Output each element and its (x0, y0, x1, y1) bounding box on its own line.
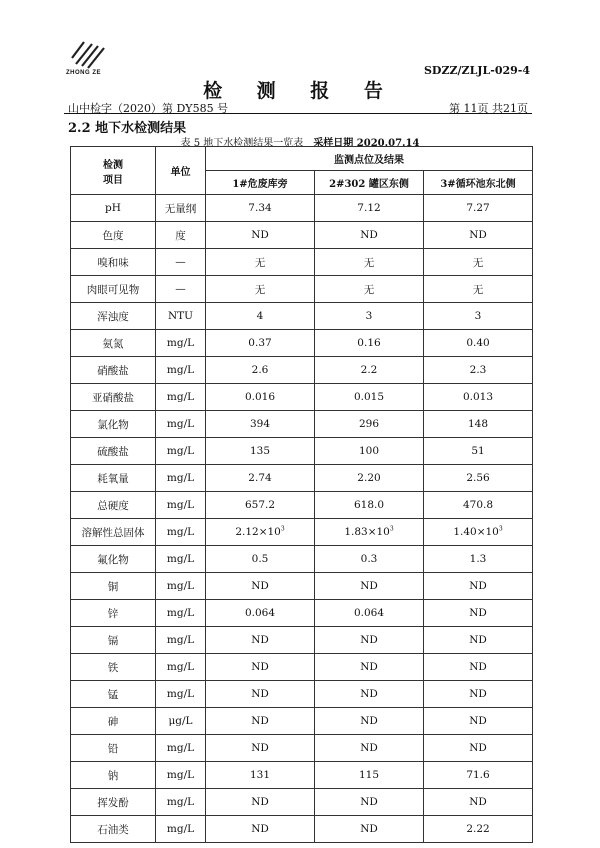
unit-cell (156, 573, 206, 600)
site-header: 2#302 罐区东侧 (315, 171, 424, 195)
value-cell (315, 465, 424, 492)
table-row (71, 681, 533, 708)
value-cell-text: 2.74 (248, 472, 272, 484)
value-cell-text: ND (360, 229, 378, 241)
item-cell (71, 330, 156, 357)
item-cell (71, 249, 156, 276)
item-cell-text: 锰 (107, 688, 119, 701)
value-cell (315, 249, 424, 276)
item-cell-text: 氯化物 (97, 418, 129, 431)
value-cell-text: ND (251, 715, 269, 727)
item-cell-text: 总硬度 (97, 499, 129, 512)
value-cell-text: 3 (365, 310, 373, 322)
item-cell (71, 222, 156, 249)
item-header (71, 147, 156, 195)
value-cell-text: 657.2 (244, 499, 276, 511)
unit-cell (156, 654, 206, 681)
value-cell-text: 148 (467, 418, 489, 430)
table-row (71, 654, 533, 681)
value-cell-text: 7.27 (466, 202, 490, 214)
table-label: 表 5 地下水检测结果一览表 (180, 138, 304, 149)
value-cell (206, 816, 315, 843)
value-cell-text: 7.34 (248, 202, 272, 214)
unit-header: 单位 (156, 147, 206, 195)
item-cell (71, 600, 156, 627)
item-cell-text: 嗅和味 (97, 256, 129, 269)
sampling-date: 采样日期 2020.07.14 (313, 138, 420, 149)
value-cell-text: 无 (363, 256, 375, 269)
unit-cell-text: mg/L (166, 688, 195, 700)
value-cell-text: ND (469, 796, 487, 808)
item-cell (71, 681, 156, 708)
value-cell (315, 654, 424, 681)
item-cell-text: 砷 (107, 715, 119, 728)
item-header-line1: 检测 (103, 159, 123, 171)
value-cell-text: ND (251, 688, 269, 700)
value-cell-text: 0.064 (244, 607, 276, 619)
item-cell (71, 465, 156, 492)
unit-cell-text: mg/L (166, 769, 195, 781)
table-row (71, 411, 533, 438)
header-divider (64, 113, 532, 114)
value-cell-text: ND (360, 580, 378, 592)
value-cell-text: 无 (472, 256, 484, 269)
value-cell-text: ND (469, 634, 487, 646)
unit-cell (156, 546, 206, 573)
value-cell (424, 276, 533, 303)
value-cell-text: 115 (358, 769, 380, 781)
value-cell-text: ND (469, 715, 487, 727)
unit-cell-text: mg/L (166, 445, 195, 457)
value-cell (315, 384, 424, 411)
value-cell (206, 411, 315, 438)
value-cell (424, 519, 533, 546)
item-cell-text: 硝酸盐 (97, 364, 129, 377)
page-number: 第 11页 共21页 (449, 102, 528, 115)
table-row (71, 600, 533, 627)
value-cell (424, 573, 533, 600)
item-cell-text: 氨氮 (102, 337, 124, 350)
group-header: 监测点位及结果 (206, 147, 533, 171)
unit-cell (156, 627, 206, 654)
value-cell-text: 2.20 (357, 472, 381, 484)
value-cell-text: 0.3 (360, 553, 378, 565)
value-cell (424, 816, 533, 843)
unit-cell-text: mg/L (166, 418, 195, 430)
value-cell (315, 627, 424, 654)
unit-cell (156, 789, 206, 816)
table-row (71, 438, 533, 465)
value-cell-text: 无 (254, 256, 266, 269)
item-cell-text: 耗氧量 (97, 472, 129, 485)
table-row (71, 492, 533, 519)
value-cell-text: ND (360, 796, 378, 808)
item-cell (71, 276, 156, 303)
value-cell-text: 2.56 (466, 472, 490, 484)
unit-cell (156, 222, 206, 249)
value-cell-text: 无 (254, 283, 266, 296)
unit-cell (156, 384, 206, 411)
value-cell (424, 492, 533, 519)
table-row (71, 762, 533, 789)
item-cell (71, 654, 156, 681)
value-cell (206, 762, 315, 789)
value-cell-text: ND (360, 688, 378, 700)
unit-cell (156, 735, 206, 762)
value-cell (206, 600, 315, 627)
value-cell (315, 492, 424, 519)
value-cell (315, 762, 424, 789)
table-body (71, 195, 533, 843)
value-cell-text: ND (469, 742, 487, 754)
value-cell-text: 2.12×10 (235, 526, 281, 538)
value-cell (424, 627, 533, 654)
value-cell-text: 1.3 (469, 553, 487, 565)
value-cell-text: 0.064 (353, 607, 385, 619)
value-cell (424, 762, 533, 789)
value-cell (206, 222, 315, 249)
item-cell (71, 762, 156, 789)
value-cell-text: ND (251, 634, 269, 646)
value-cell-text: ND (251, 580, 269, 592)
value-cell (424, 303, 533, 330)
value-cell (424, 546, 533, 573)
report-title: 检 测 报 告 (203, 80, 397, 102)
value-cell (424, 654, 533, 681)
unit-cell-text: — (175, 256, 186, 268)
unit-cell-text: — (175, 283, 186, 295)
value-cell (315, 330, 424, 357)
value-cell-text: ND (251, 742, 269, 754)
value-cell (315, 411, 424, 438)
unit-cell (156, 276, 206, 303)
item-cell-text: 铅 (107, 742, 119, 755)
item-cell (71, 411, 156, 438)
item-cell-text: 镉 (107, 634, 119, 647)
unit-cell-text: μg/L (168, 715, 193, 727)
value-cell (315, 195, 424, 222)
unit-cell (156, 195, 206, 222)
value-cell (315, 573, 424, 600)
value-cell (424, 465, 533, 492)
unit-cell (156, 708, 206, 735)
value-cell-text: 2.6 (251, 364, 269, 376)
value-cell-text: 131 (249, 769, 271, 781)
table-row (71, 789, 533, 816)
section-title: 2.2 地下水检测结果 (68, 121, 187, 136)
value-cell-text: 51 (471, 445, 485, 457)
unit-cell-text: mg/L (166, 796, 195, 808)
value-cell (315, 519, 424, 546)
value-cell (315, 735, 424, 762)
table-row (71, 384, 533, 411)
value-cell-text: 135 (249, 445, 271, 457)
item-cell-text: 溶解性总固体 (81, 526, 145, 539)
value-cell (424, 789, 533, 816)
value-cell-text: ND (360, 715, 378, 727)
value-cell-text: ND (251, 823, 269, 835)
value-cell (424, 735, 533, 762)
value-cell-text: ND (469, 688, 487, 700)
value-cell-text: 71.6 (466, 769, 490, 781)
value-cell (206, 195, 315, 222)
unit-cell-text: 度 (175, 229, 186, 242)
unit-cell-text: mg/L (166, 337, 195, 349)
item-cell (71, 195, 156, 222)
value-cell-text: 394 (249, 418, 271, 430)
value-cell (206, 627, 315, 654)
item-cell-text: pH (105, 202, 121, 214)
value-cell-text: 7.12 (357, 202, 381, 214)
unit-cell-text: mg/L (166, 472, 195, 484)
item-cell-text: 锌 (107, 607, 119, 620)
unit-cell (156, 492, 206, 519)
item-header-line2: 项目 (103, 174, 123, 186)
unit-cell (156, 411, 206, 438)
unit-cell-text: mg/L (166, 661, 195, 673)
value-cell (315, 546, 424, 573)
table-row (71, 276, 533, 303)
value-cell-text: 4 (256, 310, 264, 322)
value-cell-text: 0.016 (244, 391, 276, 403)
table-row (71, 465, 533, 492)
site-header: 3#循环池东北侧 (424, 171, 533, 195)
report-reference: 山中检字（2020）第 DY585 号 (68, 102, 229, 115)
value-cell-text: ND (251, 796, 269, 808)
value-cell-text: 2.22 (466, 823, 490, 835)
item-cell-text: 铜 (107, 580, 119, 593)
unit-cell (156, 600, 206, 627)
value-cell (315, 438, 424, 465)
value-cell-text: ND (360, 823, 378, 835)
value-cell (206, 357, 315, 384)
value-cell-text: ND (251, 661, 269, 673)
value-cell-text: 0.5 (251, 553, 269, 565)
value-cell-text: 470.8 (462, 499, 494, 511)
unit-cell-text: mg/L (166, 580, 195, 592)
value-cell-text: ND (469, 661, 487, 673)
value-cell (206, 438, 315, 465)
item-cell-text: 石油类 (97, 823, 129, 836)
value-cell (315, 816, 424, 843)
value-cell (206, 330, 315, 357)
value-cell (206, 708, 315, 735)
value-cell-text: ND (360, 661, 378, 673)
item-cell-text: 挥发酚 (97, 796, 129, 809)
value-cell-text: 0.013 (462, 391, 494, 403)
value-cell (206, 492, 315, 519)
table-row (71, 627, 533, 654)
unit-cell-text: NTU (167, 310, 194, 322)
table-row (71, 735, 533, 762)
value-cell (315, 276, 424, 303)
unit-cell (156, 465, 206, 492)
unit-cell-text: mg/L (166, 499, 195, 511)
unit-cell (156, 519, 206, 546)
value-cell (315, 357, 424, 384)
item-cell-text: 氟化物 (97, 553, 129, 566)
value-cell-text: ND (469, 229, 487, 241)
unit-cell-text: mg/L (166, 742, 195, 754)
item-cell (71, 519, 156, 546)
value-cell (206, 681, 315, 708)
item-cell-text: 钠 (107, 769, 119, 782)
item-cell (71, 627, 156, 654)
unit-cell (156, 303, 206, 330)
table-row (71, 573, 533, 600)
value-cell (206, 789, 315, 816)
table-row (71, 708, 533, 735)
item-cell-text: 肉眼可见物 (86, 283, 140, 296)
unit-cell-text: mg/L (166, 391, 195, 403)
table-row (71, 546, 533, 573)
value-cell-text: 0.37 (248, 337, 272, 349)
item-cell-text: 亚硝酸盐 (92, 391, 134, 404)
item-cell (71, 708, 156, 735)
unit-cell (156, 330, 206, 357)
table-row (71, 330, 533, 357)
value-cell (206, 519, 315, 546)
value-cell (206, 303, 315, 330)
value-cell-text: 100 (358, 445, 380, 457)
value-cell-exponent: 3 (498, 525, 503, 533)
value-cell (424, 330, 533, 357)
table-row (71, 195, 533, 222)
item-cell (71, 816, 156, 843)
item-cell (71, 492, 156, 519)
item-cell (71, 789, 156, 816)
value-cell-text: 3 (474, 310, 482, 322)
unit-cell-text: mg/L (166, 526, 195, 538)
value-cell-text: 无 (363, 283, 375, 296)
value-cell (206, 735, 315, 762)
value-cell-text: 0.015 (353, 391, 385, 403)
value-cell-exponent: 3 (280, 525, 285, 533)
value-cell-text: 2.3 (469, 364, 487, 376)
unit-cell (156, 762, 206, 789)
item-cell (71, 546, 156, 573)
value-cell-exponent: 3 (389, 525, 394, 533)
value-cell-text: 1.40×10 (453, 526, 499, 538)
item-cell (71, 438, 156, 465)
value-cell (424, 222, 533, 249)
value-cell (206, 573, 315, 600)
unit-cell-text: mg/L (166, 823, 195, 835)
site-header: 1#危废库旁 (206, 171, 315, 195)
item-cell (71, 573, 156, 600)
unit-cell (156, 249, 206, 276)
item-cell-text: 铁 (107, 661, 119, 674)
logo-text: ZHONG ZE (66, 70, 101, 76)
value-cell (424, 411, 533, 438)
value-cell (424, 357, 533, 384)
unit-cell-text: 无量纲 (164, 202, 197, 215)
unit-cell-text: mg/L (166, 553, 195, 565)
value-cell (315, 303, 424, 330)
groundwater-results-table (70, 146, 533, 843)
item-cell-text: 浑浊度 (97, 310, 129, 323)
value-cell (424, 438, 533, 465)
unit-cell (156, 438, 206, 465)
unit-cell-text: mg/L (166, 607, 195, 619)
item-cell (71, 384, 156, 411)
value-cell (424, 708, 533, 735)
document-code: SDZZ/ZLJL-029-4 (423, 64, 530, 77)
item-cell-text: 硫酸盐 (97, 445, 129, 458)
value-cell (206, 546, 315, 573)
value-cell-text: 296 (358, 418, 380, 430)
value-cell (424, 249, 533, 276)
value-cell (315, 222, 424, 249)
value-cell (315, 789, 424, 816)
value-cell (424, 600, 533, 627)
value-cell-text: 618.0 (353, 499, 385, 511)
value-cell-text: ND (251, 229, 269, 241)
unit-cell-text: mg/L (166, 364, 195, 376)
item-cell (71, 303, 156, 330)
value-cell-text: 2.2 (360, 364, 378, 376)
unit-cell (156, 816, 206, 843)
value-cell (206, 654, 315, 681)
item-cell (71, 357, 156, 384)
value-cell-text: ND (360, 742, 378, 754)
value-cell (315, 708, 424, 735)
table-row (71, 816, 533, 843)
value-cell-text: 1.83×10 (344, 526, 390, 538)
value-cell-text: 0.16 (357, 337, 381, 349)
value-cell (206, 465, 315, 492)
value-cell (206, 384, 315, 411)
unit-cell-text: mg/L (166, 634, 195, 646)
table-row (71, 303, 533, 330)
table-row (71, 222, 533, 249)
value-cell (206, 276, 315, 303)
value-cell (206, 249, 315, 276)
unit-cell (156, 357, 206, 384)
item-cell (71, 735, 156, 762)
value-cell-text: ND (469, 607, 487, 619)
table-row (71, 519, 533, 546)
value-cell-text: 0.40 (466, 337, 490, 349)
value-cell-text: ND (360, 634, 378, 646)
value-cell (424, 384, 533, 411)
value-cell (315, 600, 424, 627)
unit-cell (156, 681, 206, 708)
table-row (71, 357, 533, 384)
value-cell (315, 681, 424, 708)
value-cell-text: 无 (472, 283, 484, 296)
value-cell (424, 195, 533, 222)
item-cell-text: 色度 (102, 229, 124, 242)
table-row (71, 249, 533, 276)
value-cell (424, 681, 533, 708)
value-cell-text: ND (469, 580, 487, 592)
